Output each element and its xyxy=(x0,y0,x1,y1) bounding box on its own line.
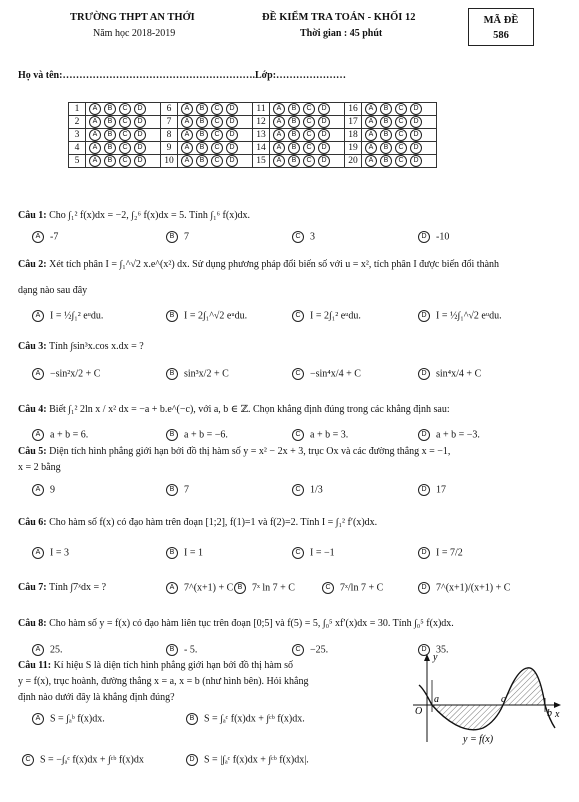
answer-bubble-b[interactable]: B xyxy=(196,155,208,167)
question-11-label: Câu 11: xyxy=(18,660,52,671)
answer-bubble-d[interactable]: D xyxy=(226,103,238,115)
question-5-line2: x = 2 bằng xyxy=(18,462,61,473)
shaded-region-above xyxy=(503,668,545,705)
answer-bubble-b[interactable]: B xyxy=(288,155,300,167)
answer-bubble-d[interactable]: D xyxy=(410,129,422,141)
answer-bubble-d[interactable]: D xyxy=(134,116,146,128)
school-name: TRƯỜNG THPT AN THỚI xyxy=(70,12,195,23)
answer-row xyxy=(69,129,437,142)
answer-bubble-b[interactable]: B xyxy=(380,129,392,141)
answer-row xyxy=(69,103,437,116)
answer-bubble-c[interactable]: C xyxy=(303,116,315,128)
answer-choices xyxy=(178,103,253,116)
q8-option-b[interactable]: B - 5. xyxy=(166,644,197,656)
q3-option-d[interactable]: D sin⁴x/4 + C xyxy=(418,368,481,380)
question-4-text: Biết ∫₁² 2ln x / x² dx = −a + b.e^(−c), với a, b ∈ ℤ. Chọn khẳng định đúng trong các khẳng định sau: xyxy=(49,404,450,415)
question-2-text: Xét tích phân I = ∫₁^√2 x.e^(x²) dx. Sử dụng phương pháp đổi biến số với u = x², tích phân I được biến đổi thành xyxy=(49,259,500,270)
answer-choices xyxy=(86,116,161,129)
answer-bubble-d[interactable]: D xyxy=(318,155,330,167)
answer-bubble-d[interactable]: D xyxy=(318,103,330,115)
question-3 xyxy=(18,341,144,352)
q2-option-a[interactable]: A I = ½∫₁² eᵘdu. xyxy=(32,310,103,322)
q3-option-a[interactable]: A −sin²x/2 + C xyxy=(32,368,100,380)
question-7-label: Câu 7: xyxy=(18,582,47,593)
answer-choices xyxy=(270,129,345,142)
q6-option-b[interactable]: B I = 1 xyxy=(166,547,203,559)
answer-bubble-a[interactable]: A xyxy=(89,116,101,128)
answer-bubble-d[interactable]: D xyxy=(318,129,330,141)
answer-bubble-b[interactable]: B xyxy=(104,155,116,167)
answer-bubble-a[interactable]: A xyxy=(273,155,285,167)
shaded-region-below xyxy=(432,705,503,730)
answer-choices xyxy=(270,103,345,116)
label-b: b xyxy=(547,708,552,719)
answer-bubble-d[interactable]: D xyxy=(410,116,422,128)
answer-row xyxy=(69,142,437,155)
answer-bubble-b[interactable]: B xyxy=(104,142,116,154)
answer-number: 12 xyxy=(253,116,270,129)
q1-option-c[interactable]: C 3 xyxy=(292,231,315,243)
answer-bubble-c[interactable]: C xyxy=(119,129,131,141)
answer-number: 13 xyxy=(253,129,270,142)
question-3-text: Tính ∫sin³x.cos x.dx = ? xyxy=(48,341,144,352)
answer-bubble-c[interactable]: C xyxy=(119,116,131,128)
q11-option-a[interactable]: A S = ∫ₐᵇ f(x)dx. xyxy=(32,713,105,725)
answer-bubble-b[interactable]: B xyxy=(288,116,300,128)
q3-option-b[interactable]: B sin³x/2 + C xyxy=(166,368,229,380)
answer-bubble-d[interactable]: D xyxy=(410,103,422,115)
question-8-label: Câu 8: xyxy=(18,618,47,629)
question-1 xyxy=(18,210,250,221)
question-8 xyxy=(18,618,454,629)
answer-bubble-c[interactable]: C xyxy=(211,103,223,115)
answer-number: 10 xyxy=(161,155,178,168)
q4-option-b[interactable]: B a + b = −6. xyxy=(166,429,228,441)
answer-choices xyxy=(86,129,161,142)
answer-bubble-a[interactable]: A xyxy=(365,142,377,154)
answer-bubble-a[interactable]: A xyxy=(89,155,101,167)
q5-option-c[interactable]: C 1/3 xyxy=(292,484,323,496)
q4-option-a[interactable]: A a + b = 6. xyxy=(32,429,88,441)
answer-bubble-b[interactable]: B xyxy=(288,103,300,115)
q8-option-c[interactable]: C −25. xyxy=(292,644,328,656)
answer-number: 9 xyxy=(161,142,178,155)
question-4 xyxy=(18,404,450,415)
answer-choices xyxy=(86,142,161,155)
answer-bubble-d[interactable]: D xyxy=(226,129,238,141)
question-3-label: Câu 3: xyxy=(18,341,47,352)
answer-bubble-d[interactable]: D xyxy=(134,142,146,154)
q2-option-b[interactable]: B I = 2∫₁^√2 eᵘdu. xyxy=(166,310,247,322)
q6-option-a[interactable]: A I = 3 xyxy=(32,547,69,559)
answer-bubble-c[interactable]: C xyxy=(211,155,223,167)
answer-bubble-d[interactable]: D xyxy=(134,155,146,167)
answer-choices xyxy=(362,142,437,155)
answer-number: 19 xyxy=(345,142,362,155)
question-7-text: Tính ∫7ˣdx = ? xyxy=(48,582,107,593)
question-11-line3: định nào dưới đây là khẳng định đúng? xyxy=(18,692,175,703)
answer-choices xyxy=(178,155,253,168)
answer-bubble-a[interactable]: A xyxy=(89,142,101,154)
answer-bubble-c[interactable]: C xyxy=(119,103,131,115)
q6-option-c[interactable]: C I = −1 xyxy=(292,547,335,559)
answer-bubble-d[interactable]: D xyxy=(226,155,238,167)
answer-bubble-b[interactable]: B xyxy=(104,103,116,115)
exam-duration: Thời gian : 45 phút xyxy=(300,28,383,39)
answer-row xyxy=(69,155,437,168)
q7-option-c[interactable]: C 7ˣ/ln 7 + C xyxy=(322,582,383,594)
answer-number: 4 xyxy=(69,142,86,155)
q4-option-c[interactable]: C a + b = 3. xyxy=(292,429,348,441)
question-8-text: Cho hàm số y = f(x) có đạo hàm liên tục trên đoạn [0;5] và f(5) = 5, ∫₀⁵ xf′(x)dx = 30. Tính ∫₀⁵ f(x)dx. xyxy=(49,618,454,629)
answer-number: 15 xyxy=(253,155,270,168)
exam-title: ĐỀ KIỂM TRA TOÁN - KHỐI 12 xyxy=(262,12,416,23)
question-5-text: Diện tích hình phẳng giới hạn bởi đồ thị hàm số y = x² − 2x + 3, trục Ox và các đường thẳng x = −1, xyxy=(49,446,451,457)
answer-bubble-a[interactable]: A xyxy=(273,103,285,115)
answer-bubble-b[interactable]: B xyxy=(380,116,392,128)
answer-bubble-b[interactable]: B xyxy=(196,129,208,141)
answer-bubble-a[interactable]: A xyxy=(365,155,377,167)
answer-bubble-b[interactable]: B xyxy=(196,116,208,128)
answer-number: 14 xyxy=(253,142,270,155)
question-11-text: Kí hiệu S là diện tích hình phẳng giới hạn bởi đồ thị hàm số xyxy=(53,660,294,671)
answer-bubble-a[interactable]: A xyxy=(273,116,285,128)
answer-bubble-b[interactable]: B xyxy=(104,116,116,128)
answer-number: 7 xyxy=(161,116,178,129)
answer-bubble-c[interactable]: C xyxy=(395,116,407,128)
answer-number: 17 xyxy=(345,116,362,129)
answer-choices xyxy=(362,103,437,116)
answer-choices xyxy=(86,155,161,168)
answer-bubble-d[interactable]: D xyxy=(134,103,146,115)
answer-number: 5 xyxy=(69,155,86,168)
answer-choices xyxy=(178,129,253,142)
origin-label: O xyxy=(415,706,423,717)
answer-bubble-c[interactable]: C xyxy=(211,142,223,154)
answer-choices xyxy=(362,129,437,142)
answer-bubble-c[interactable]: C xyxy=(119,155,131,167)
exam-code-box xyxy=(468,8,534,46)
q7-option-b[interactable]: B 7ˣ ln 7 + C xyxy=(234,582,295,594)
answer-bubble-d[interactable]: D xyxy=(134,129,146,141)
q5-option-a[interactable]: A 9 xyxy=(32,484,55,496)
question-7 xyxy=(18,582,106,593)
question-1-label: Câu 1: xyxy=(18,210,47,221)
answer-bubble-a[interactable]: A xyxy=(365,129,377,141)
question-11 xyxy=(18,660,293,671)
q8-option-d[interactable]: D 35. xyxy=(418,644,449,656)
answer-bubble-d[interactable]: D xyxy=(226,142,238,154)
answer-bubble-b[interactable]: B xyxy=(380,155,392,167)
answer-number: 18 xyxy=(345,129,362,142)
q5-option-d[interactable]: D 17 xyxy=(418,484,446,496)
label-c: c xyxy=(501,694,506,705)
answer-choices xyxy=(362,155,437,168)
q3-option-c[interactable]: C −sin⁴x/4 + C xyxy=(292,368,361,380)
answer-choices xyxy=(270,155,345,168)
answer-bubble-d[interactable]: D xyxy=(410,142,422,154)
answer-bubble-c[interactable]: C xyxy=(211,116,223,128)
q11-option-c[interactable]: C S = −∫ₐᶜ f(x)dx + ∫ᶜᵇ f(x)dx xyxy=(22,754,144,766)
answer-bubble-a[interactable]: A xyxy=(273,129,285,141)
answer-bubble-b[interactable]: B xyxy=(288,129,300,141)
answer-bubble-d[interactable]: D xyxy=(226,116,238,128)
question-5 xyxy=(18,446,450,457)
answer-bubble-c[interactable]: C xyxy=(119,142,131,154)
answer-row xyxy=(69,116,437,129)
answer-bubble-a[interactable]: A xyxy=(181,103,193,115)
q8-option-a[interactable]: A 25. xyxy=(32,644,63,656)
question-11-graph xyxy=(405,650,565,745)
q1-option-b[interactable]: B 7 xyxy=(166,231,189,243)
answer-bubble-a[interactable]: A xyxy=(89,103,101,115)
answer-bubble-c[interactable]: C xyxy=(395,129,407,141)
answer-choices xyxy=(178,142,253,155)
question-6-text: Cho hàm số f(x) có đạo hàm trên đoạn [1;2], f(1)=1 và f(2)=2. Tính I = ∫₁² f′(x)dx. xyxy=(49,517,378,528)
q1-option-a[interactable]: A -7 xyxy=(32,231,58,243)
answer-bubble-a[interactable]: A xyxy=(181,142,193,154)
q6-option-d[interactable]: D I = 7/2 xyxy=(418,547,463,559)
question-2 xyxy=(18,259,499,270)
q2-option-d[interactable]: D I = ½∫₁^√2 eᵘdu. xyxy=(418,310,502,322)
question-5-label: Câu 5: xyxy=(18,446,47,457)
answer-choices xyxy=(270,116,345,129)
answer-bubble-a[interactable]: A xyxy=(365,116,377,128)
student-name-line: Họ và tên:………………………………………………….Lớp:………………… xyxy=(18,70,347,81)
answer-bubble-d[interactable]: D xyxy=(410,155,422,167)
q7-option-d[interactable]: D 7^(x+1)/(x+1) + C xyxy=(418,582,510,594)
answer-bubble-d[interactable]: D xyxy=(318,116,330,128)
curve-label: y = f(x) xyxy=(463,734,494,745)
answer-number: 20 xyxy=(345,155,362,168)
question-6-label: Câu 6: xyxy=(18,517,47,528)
q11-option-b[interactable]: B S = ∫ₐᶜ f(x)dx + ∫ᶜᵇ f(x)dx. xyxy=(186,713,305,725)
y-axis-arrow-icon xyxy=(424,654,430,661)
answer-bubble-c[interactable]: C xyxy=(395,103,407,115)
answer-bubble-d[interactable]: D xyxy=(318,142,330,154)
answer-bubble-b[interactable]: B xyxy=(380,142,392,154)
answer-choices xyxy=(178,116,253,129)
answer-number: 11 xyxy=(253,103,270,116)
q2-option-c[interactable]: C I = 2∫₁² eᵘdu. xyxy=(292,310,361,322)
exam-code-label: MÃ ĐỀ xyxy=(483,15,519,26)
answer-number: 16 xyxy=(345,103,362,116)
answer-number: 2 xyxy=(69,116,86,129)
question-6 xyxy=(18,517,377,528)
question-2-label: Câu 2: xyxy=(18,259,47,270)
answer-bubble-b[interactable]: B xyxy=(196,142,208,154)
q11-option-d[interactable]: D S = |∫ₐᶜ f(x)dx + ∫ᶜᵇ f(x)dx|. xyxy=(186,754,309,766)
answer-bubble-c[interactable]: C xyxy=(303,155,315,167)
exam-code-value: 586 xyxy=(493,30,509,41)
answer-bubble-a[interactable]: A xyxy=(181,129,193,141)
answer-bubble-c[interactable]: C xyxy=(303,103,315,115)
answer-choices xyxy=(270,142,345,155)
answer-bubble-a[interactable]: A xyxy=(181,155,193,167)
answer-choices xyxy=(362,116,437,129)
answer-sheet-table xyxy=(68,102,437,168)
x-axis-arrow-icon xyxy=(554,702,561,708)
answer-bubble-c[interactable]: C xyxy=(303,129,315,141)
answer-bubble-b[interactable]: B xyxy=(288,142,300,154)
question-1-text: Cho ∫₁² f(x)dx = −2, ∫₂⁶ f(x)dx = 5. Tính ∫₁⁶ f(x)dx. xyxy=(49,210,251,221)
answer-bubble-c[interactable]: C xyxy=(211,129,223,141)
question-4-label: Câu 4: xyxy=(18,404,47,415)
answer-bubble-b[interactable]: B xyxy=(104,129,116,141)
answer-bubble-c[interactable]: C xyxy=(303,142,315,154)
answer-number: 8 xyxy=(161,129,178,142)
answer-number: 3 xyxy=(69,129,86,142)
answer-bubble-c[interactable]: C xyxy=(395,155,407,167)
q5-option-b[interactable]: B 7 xyxy=(166,484,189,496)
y-axis-label: y xyxy=(433,652,438,663)
answer-bubble-a[interactable]: A xyxy=(181,116,193,128)
q7-option-a[interactable]: A 7^(x+1) + C xyxy=(166,582,233,594)
x-axis-label: x xyxy=(555,709,560,720)
answer-bubble-a[interactable]: A xyxy=(89,129,101,141)
question-11-line2: y = f(x), trục hoành, đường thẳng x = a, x = b (như hình bên). Hỏi khẳng xyxy=(18,676,309,687)
answer-bubble-b[interactable]: B xyxy=(380,103,392,115)
q1-option-d[interactable]: D -10 xyxy=(418,231,449,243)
label-a: a xyxy=(434,694,439,705)
answer-bubble-b[interactable]: B xyxy=(196,103,208,115)
answer-bubble-c[interactable]: C xyxy=(395,142,407,154)
answer-number: 1 xyxy=(69,103,86,116)
answer-bubble-a[interactable]: A xyxy=(273,142,285,154)
answer-number: 6 xyxy=(161,103,178,116)
question-2-line2: dạng nào sau đây xyxy=(18,285,88,296)
answer-bubble-a[interactable]: A xyxy=(365,103,377,115)
q4-option-d[interactable]: D a + b = −3. xyxy=(418,429,480,441)
answer-choices xyxy=(86,103,161,116)
school-year: Năm học 2018-2019 xyxy=(93,28,176,39)
